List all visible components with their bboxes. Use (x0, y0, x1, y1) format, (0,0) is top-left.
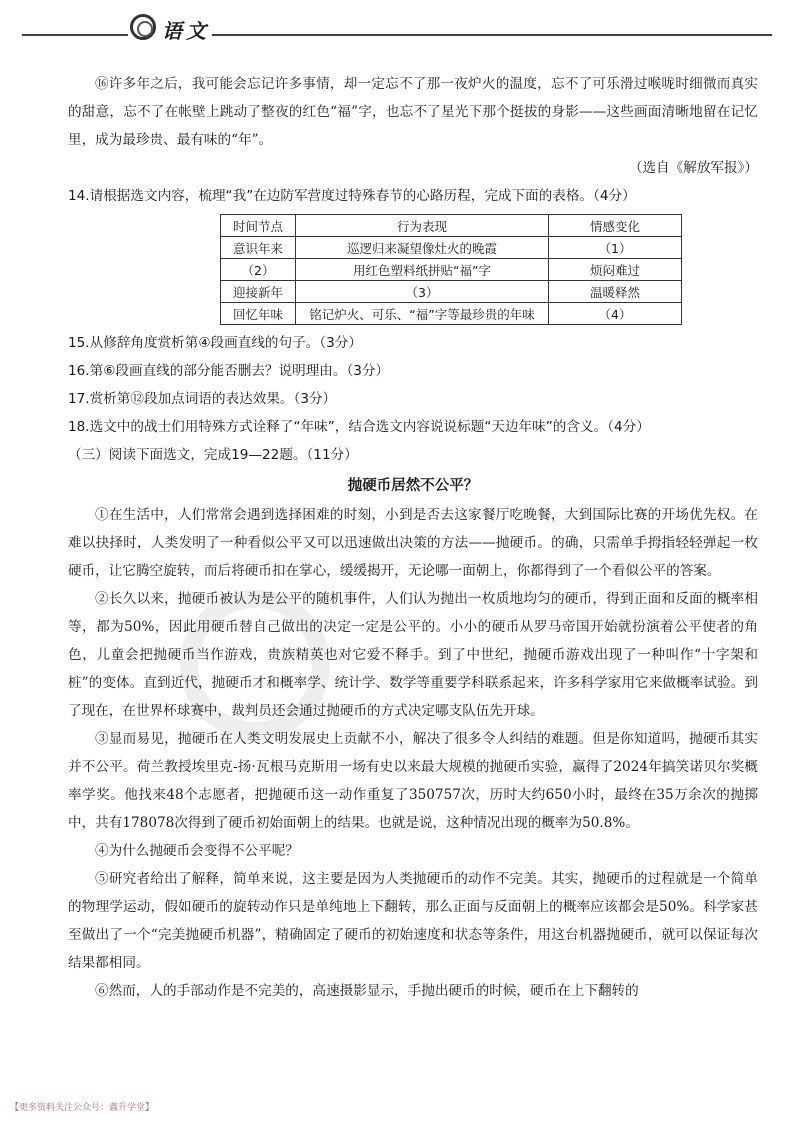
table-cell: 烦闷难过 (549, 259, 682, 281)
table-header-row (221, 215, 682, 237)
table-cell: 温暖释然 (549, 281, 682, 303)
footer-note: 【更多资料关注公众号：鑫升学堂】 (10, 1103, 155, 1113)
question-17: 17.赏析第⑫段加点词语的表达效果。（3分） (68, 391, 337, 407)
article-paragraph-6: ⑥然而，人的手部动作是不完美的，高速摄影显示，手抛出硬币的时候，硬币在上下翻转的 (95, 983, 639, 999)
page-content (68, 70, 758, 1005)
question-18: 18.选文中的战士们用特殊方式诠释了“年味”，结合选文内容说说标题“天边年味”的含义。（4分） (68, 419, 650, 435)
header-rule-left (22, 34, 128, 36)
paragraph-16: ⑯许多年之后，我可能会忘记许多事情，却一定忘不了那一夜炉火的温度，忘不了可乐滑过喉咙时细微而真实的甜意，忘不了在帐壁上跳动了整夜的红色“福”字，也忘不了星光下那个挺拔的身影——这些画面清晰地留在记忆里，成为最珍贵、最有味的“年”。 (68, 76, 758, 148)
table-row (221, 237, 682, 259)
header-title: 语文 (162, 19, 210, 43)
table-row (221, 303, 682, 325)
article-paragraph-4: ④为什么抛硬币会变得不公平呢？ (95, 843, 299, 859)
table-row (221, 281, 682, 303)
page-header (0, 0, 800, 62)
table-cell: 意识年来 (221, 237, 296, 259)
table-cell: 迎接新年 (221, 281, 296, 303)
table-row (221, 259, 682, 281)
table-cell: 铭记炉火、可乐、“福”字等最珍贵的年味 (296, 303, 549, 325)
header-rule-right (212, 34, 772, 36)
table-cell: （4） (549, 303, 682, 325)
table-cell: （3） (296, 281, 549, 303)
article-paragraph-3: ③显而易见，抛硬币在人类文明发展史上贡献不小，解决了很多令人纠结的难题。但是你知道吗，抛硬币其实并不公平。荷兰教授埃里克-扬·瓦根马克斯用一场有史以来最大规模的抛硬币实验，赢得了2024年搞笑诺贝尔奖概率学奖。他找来48个志愿者，把抛硬币这一动作重复了350757次，历时大约650小时，最终在35万余次的抛掷中，共有178078次得到了硬币初始面朝上的结果。也就是说，这种情况出现的概率为50.8%。 (68, 731, 758, 831)
section-3-heading: （三）阅读下面选文，完成19—22题。（11分） (68, 447, 358, 463)
article-paragraph-5: ⑤研究者给出了解释，简单来说，这主要是因为人类抛硬币的动作不完美。其实，抛硬币的过程就是一个简单的物理学运动，假如硬币的旋转动作只是单纯地上下翻转，那么正面与反面朝上的概率应该都会是50%。科学家甚至做出了一个“完美抛硬币机器”，精确固定了硬币的初始速度和状态等条件，用这台机器抛硬币，就可以保证每次结果都相同。 (68, 871, 758, 971)
table-cell: 回忆年味 (221, 303, 296, 325)
article-paragraph-1: ①在生活中，人们常常会遇到选择困难的时刻，小到是否去这家餐厅吃晚餐，大到国际比赛的开场优先权。在难以抉择时，人类发明了一种看似公平又可以迅速做出决策的方法——抛硬币。的确，只需单手拇指轻轻弹起一枚硬币，让它腾空旋转，而后将硬币扣在掌心，缓缓揭开，无论哪一面朝上，你都得到了一个看似公平的答案。 (68, 507, 758, 579)
table-header-cell: 时间节点 (221, 215, 296, 237)
table-header-cell: 情感变化 (549, 215, 682, 237)
logo-icon (130, 14, 156, 40)
article-paragraph-2: ②长久以来，抛硬币被认为是公平的随机事件，人们认为抛出一枚质地均匀的硬币，得到正面和反面的概率相等，都为50%，因此用硬币替自己做出的决定一定是公平的。小小的硬币从罗马帝国开始就扮演着公平使者的角色，儿童会把抛硬币当作游戏，贵族精英也对它爱不释手。到了中世纪，抛硬币游戏出现了一种叫作“十字架和桩”的变体。直到近代，抛硬币才和概率学、统计学、数学等重要学科联系起来，许多科学家用它来做概率试验。到了现在，在世界杯球赛中，裁判员还会通过抛硬币的方式决定哪支队伍先开球。 (68, 591, 758, 719)
table-cell: 用红色塑料纸拼贴“福”字 (296, 259, 549, 281)
table-cell: 巡逻归来凝望像灶火的晚霞 (296, 237, 549, 259)
source-citation: （选自《解放军报》） (628, 160, 758, 176)
question-14: 14.请根据选文内容，梳理“我”在边防军营度过特殊春节的心路历程，完成下面的表格。（4分） (68, 188, 636, 204)
question-16: 16.第⑥段画直线的部分能否删去？说明理由。（3分） (68, 363, 390, 379)
table-cell: （1） (549, 237, 682, 259)
question-15: 15.从修辞角度赏析第④段画直线的句子。（3分） (68, 335, 362, 351)
table-header-cell: 行为表现 (296, 215, 549, 237)
emotion-table (220, 214, 682, 325)
table-cell: （2） (221, 259, 296, 281)
article-title: 抛硬币居然不公平？ (347, 478, 479, 494)
